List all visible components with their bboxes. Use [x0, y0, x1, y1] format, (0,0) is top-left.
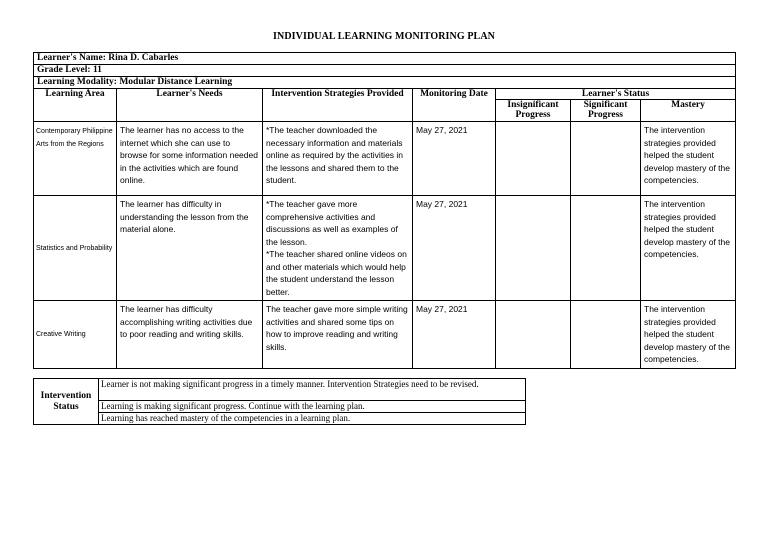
learner-name-value: Rina D. Cabarles — [108, 53, 179, 63]
legend-item: Learning has reached mastery of the competencies in a learning plan. — [99, 413, 526, 425]
learning-area-cell: Creative Writing — [34, 301, 117, 369]
significant-progress-cell — [571, 196, 641, 301]
insignificant-progress-cell — [496, 122, 571, 196]
legend-item: Learning is making significant progress. Continue with the learning plan. — [99, 401, 526, 413]
learning-area-cell: Contemporary Philippine Arts from the Regions — [34, 122, 117, 196]
legend-label: Intervention Status — [34, 379, 99, 425]
monitoring-table — [33, 52, 736, 369]
strategies-cell: *The teacher downloaded the necessary information and materials online as required by the activities in the lessons and shared them to the student. — [263, 122, 413, 196]
insignificant-progress-cell — [496, 301, 571, 369]
mastery-cell: The intervention strategies provided helped the student develop mastery of the competencies. — [641, 301, 736, 369]
header-learners-needs: Learner's Needs — [117, 89, 263, 122]
learning-modality-label: Learning Modality: — [37, 77, 117, 87]
header-intervention-strategies: Intervention Strategies Provided — [263, 89, 413, 122]
mastery-cell: The intervention strategies provided helped the student develop mastery of the competencies. — [641, 196, 736, 301]
monitoring-date-cell: May 27, 2021 — [413, 122, 496, 196]
learners-needs-cell: The learner has no access to the internet which she can use to browse for some information needed in the activities which are found online. — [117, 122, 263, 196]
grade-level-value: 11 — [92, 65, 102, 75]
grade-level-label: Grade Level: — [37, 65, 91, 75]
monitoring-date-cell: May 27, 2021 — [413, 301, 496, 369]
learning-area-cell: Statistics and Probability — [34, 196, 117, 301]
insignificant-progress-cell — [496, 196, 571, 301]
table-row — [34, 301, 736, 369]
learning-modality-row — [34, 77, 736, 89]
strategies-cell: The teacher gave more simple writing activities and shared some tips on how to improve reading and writing skills. — [263, 301, 413, 369]
table-row — [34, 196, 736, 301]
intervention-status-legend — [33, 378, 526, 425]
header-monitoring-date: Monitoring Date — [413, 89, 496, 122]
page-title: INDIVIDUAL LEARNING MONITORING PLAN — [273, 31, 495, 42]
learning-modality-value: Modular Distance Learning — [119, 77, 233, 87]
monitoring-date-cell: May 27, 2021 — [413, 196, 496, 301]
legend-item: Learner is not making significant progress in a timely manner. Intervention Strategies need to be revised. — [99, 379, 526, 401]
header-significant-progress: Significant Progress — [571, 100, 641, 122]
learners-needs-cell: The learner has difficulty in understanding the lesson from the material alone. — [117, 196, 263, 301]
header-mastery: Mastery — [641, 100, 736, 122]
table-row — [34, 122, 736, 196]
grade-level-row — [34, 65, 736, 77]
learner-name-row — [34, 53, 736, 65]
significant-progress-cell — [571, 301, 641, 369]
mastery-cell: The intervention strategies provided helped the student develop mastery of the competencies. — [641, 122, 736, 196]
significant-progress-cell — [571, 122, 641, 196]
learners-needs-cell: The learner has difficulty accomplishing writing activities due to poor reading and writing skills. — [117, 301, 263, 369]
strategies-cell: *The teacher gave more comprehensive activities and discussions as well as examples of the lesson. *The teacher shared online videos on and other materials which would help the student understand the lesson better. — [263, 196, 413, 301]
header-learners-status: Learner's Status — [496, 89, 736, 100]
learner-name-label: Learner's Name: — [37, 53, 106, 63]
header-learning-area: Learning Area — [34, 89, 117, 122]
header-insignificant-progress: Insignificant Progress — [496, 100, 571, 122]
